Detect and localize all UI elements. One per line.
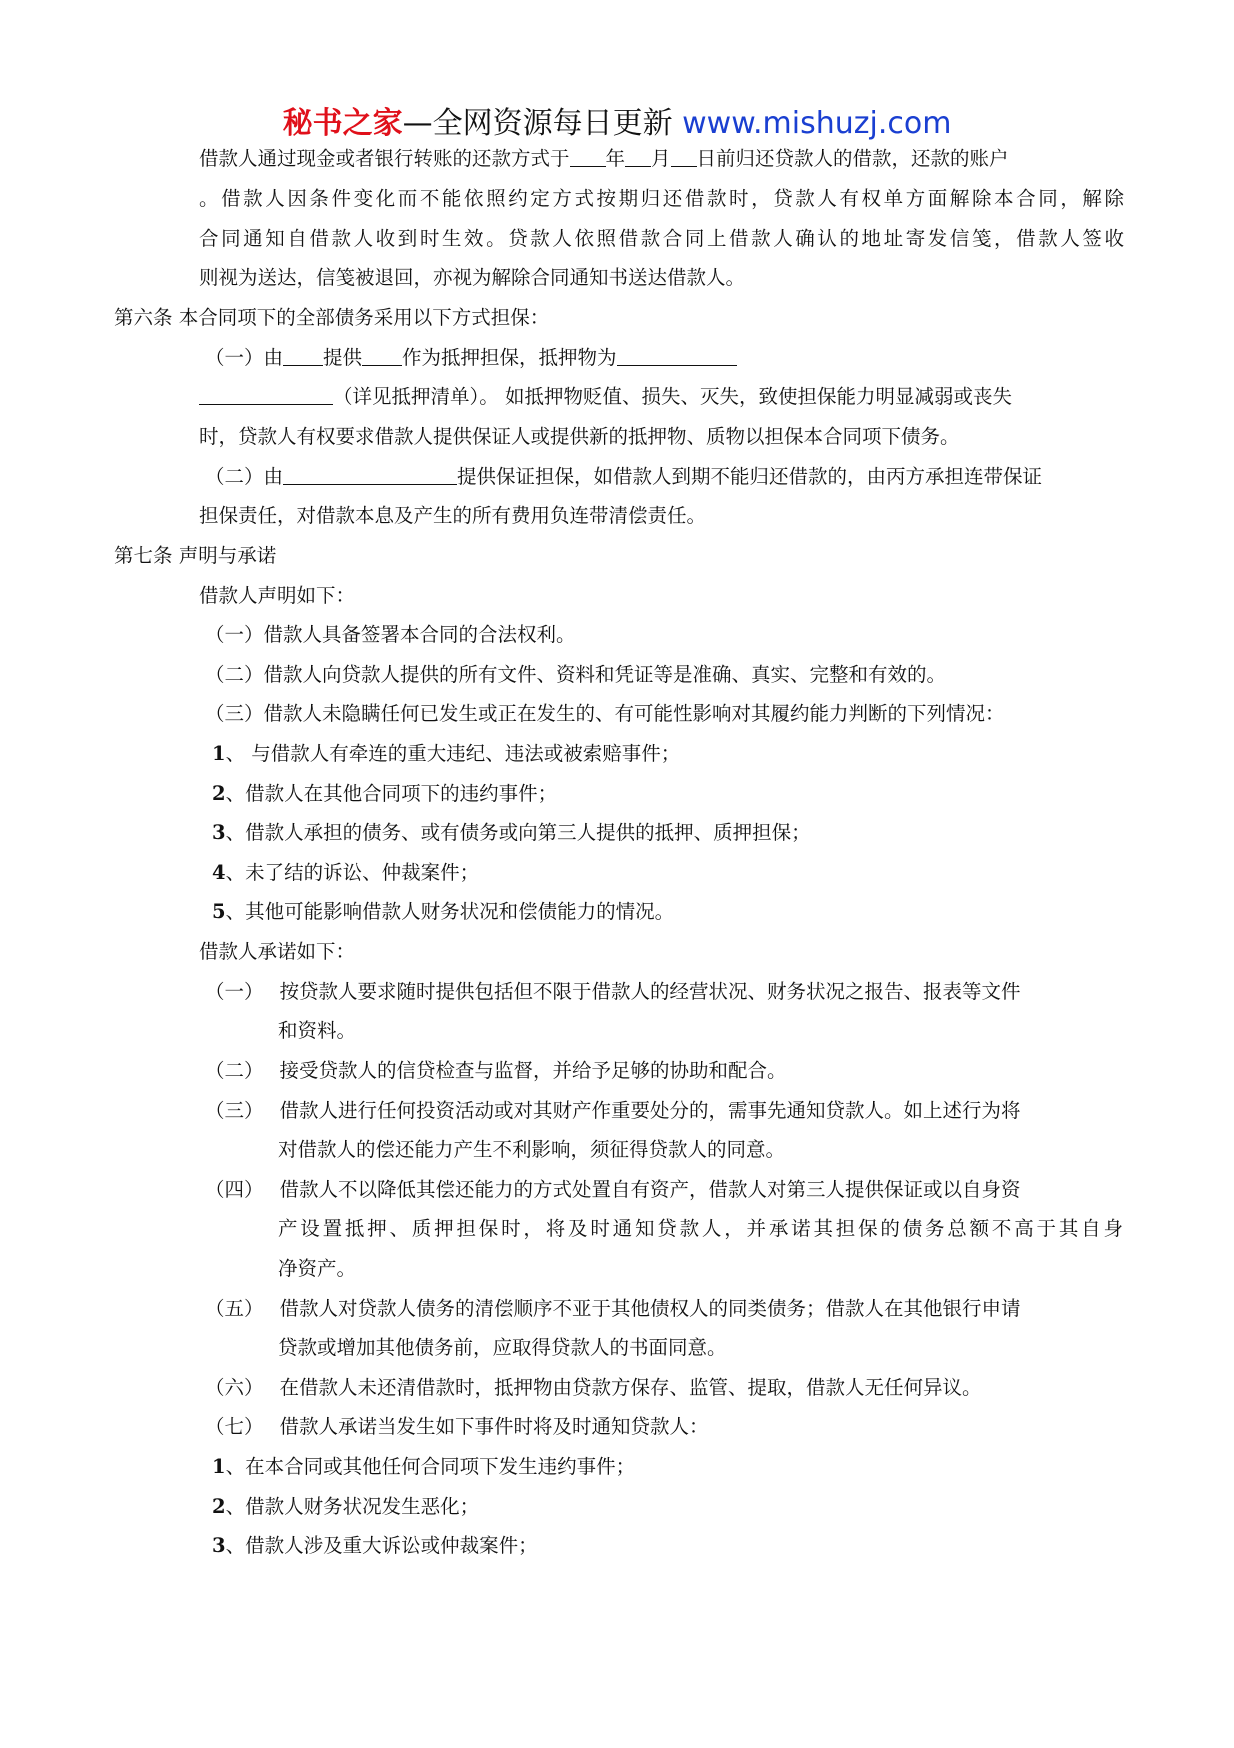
numbered-item: [212, 859, 479, 887]
paragraph-line: [278, 1215, 1123, 1243]
numbered-item: [212, 780, 557, 808]
paragraph-line: 担保责任，对借款本息及产生的所有费用负连带清偿责任。: [199, 504, 707, 527]
text-span: 、借款人财务状况发生恶化；: [225, 1495, 480, 1518]
text-span: 提供: [323, 346, 363, 369]
header-brand: 秘书之家: [282, 106, 403, 141]
article-heading: 第七条 声明与承诺: [114, 544, 277, 567]
text-span: （一）由: [205, 346, 284, 369]
text-span: 提供保证担保，如借款人到期不能归还借款的，由丙方承担连带保证: [457, 465, 1043, 488]
text-span: 借款人不以降低其偿还能力的方式处置自有资产，借款人对第三人提供保证或以自身资: [279, 1178, 1021, 1201]
promise-item: [205, 1374, 982, 1402]
blank-field: [362, 345, 402, 366]
text-span: 日前归还贷款人的借款，还款的账户: [696, 147, 1009, 170]
paragraph-line: （二）借款人向贷款人提供的所有文件、资料和凭证等是准确、真实、完整和有效的。: [205, 663, 947, 686]
item-number: 3: [212, 821, 226, 844]
paragraph-line: （三）借款人未隐瞒任何已发生或正在发生的、有可能性影响对其履约能力判断的下列情况：: [205, 702, 1005, 725]
promise-item: [205, 1295, 1021, 1323]
blank-field: [199, 384, 333, 405]
blank-field: [283, 345, 323, 366]
numbered-item: [212, 740, 680, 768]
item-label: （六）: [205, 1376, 264, 1399]
paragraph-line: 对借款人的偿还能力产生不利影响，须征得贷款人的同意。: [278, 1138, 786, 1161]
numbered-item: [212, 819, 811, 847]
item-number: 4: [212, 861, 226, 884]
text-span: 。借款人因条件变化而不能依照约定方式按期归还借款时，贷款人有权单方面解除本合同，解除: [199, 187, 1124, 210]
paragraph-line: [199, 145, 1009, 173]
item-label: （五）: [205, 1297, 264, 1320]
text-span: 、 与借款人有牵连的重大违纪、违法或被索赔事件；: [225, 742, 681, 765]
text-span: 月: [651, 147, 671, 170]
blank-field: [625, 146, 651, 167]
text-span: 借款人对贷款人债务的清偿顺序不亚于其他债权人的同类债务；借款人在其他银行申请: [279, 1297, 1021, 1320]
item-label: （三）: [205, 1099, 264, 1122]
item-number: 5: [212, 900, 226, 923]
text-span: 按贷款人要求随时提供包括但不限于借款人的经营状况、财务状况之报告、报表等文件: [279, 980, 1021, 1003]
text-span: 、借款人在其他合同项下的违约事件；: [225, 782, 558, 805]
paragraph-line: 借款人承诺如下：: [199, 940, 356, 963]
numbered-item: [212, 1453, 635, 1481]
text-span: （详见抵押清单）。 如抵押物贬值、损失、灭失，致使担保能力明显减弱或丧失: [333, 385, 1012, 408]
text-span: 年: [605, 147, 626, 170]
paragraph-line: 贷款或增加其他债务前，应取得贷款人的书面同意。: [278, 1336, 727, 1359]
paragraph-line: [205, 463, 1042, 491]
item-number: 1: [212, 742, 226, 765]
text-span: 、借款人承担的债务、或有债务或向第三人提供的抵押、质押担保；: [225, 821, 811, 844]
item-label: （一）: [205, 980, 264, 1003]
promise-item: [205, 1413, 709, 1441]
paragraph-line: [199, 383, 1012, 411]
paragraph-line: 和资料。: [278, 1019, 357, 1042]
text-span: 在借款人未还清借款时，抵押物由贷款方保存、监管、提取，借款人无任何异议。: [279, 1376, 982, 1399]
paragraph-line: 净资产。: [278, 1257, 357, 1280]
blank-field: [671, 146, 697, 167]
header-url-link[interactable]: www.mishuzj.com: [682, 106, 952, 141]
text-span: 合同通知自借款人收到时生效。贷款人依照借款合同上借款人确认的地址寄发信笺，借款人签收: [199, 227, 1124, 250]
text-span: 借款人进行任何投资活动或对其财产作重要处分的，需事先通知贷款人。如上述行为将: [279, 1099, 1021, 1122]
numbered-item: [212, 1532, 538, 1560]
text-span: 、其他可能影响借款人财务状况和偿债能力的情况。: [225, 900, 675, 923]
item-label: （四）: [205, 1178, 264, 1201]
paragraph-line: [205, 344, 737, 372]
blank-field: [617, 345, 737, 366]
item-label: （七）: [205, 1415, 264, 1438]
page-header: [0, 104, 1234, 144]
text-span: 、未了结的诉讼、仲裁案件；: [225, 861, 480, 884]
text-span: 借款人承诺当发生如下事件时将及时通知贷款人：: [279, 1415, 709, 1438]
text-span: （二）由: [205, 465, 284, 488]
paragraph-line: 时，贷款人有权要求借款人提供保证人或提供新的抵押物、质物以担保本合同项下债务。: [199, 425, 960, 448]
promise-item: [205, 1176, 1021, 1204]
paragraph-line: 借款人声明如下：: [199, 584, 356, 607]
item-number: 2: [212, 1495, 226, 1518]
promise-item: [205, 1097, 1021, 1125]
text-span: 接受贷款人的信贷检查与监督，并给予足够的协助和配合。: [279, 1059, 787, 1082]
item-label: （二）: [205, 1059, 264, 1082]
promise-item: [205, 978, 1021, 1006]
header-tagline: —全网资源每日更新: [402, 106, 683, 141]
text-span: 产设置抵押、质押担保时，将及时通知贷款人，并承诺其担保的债务总额不高于其自身: [278, 1217, 1123, 1240]
blank-field: [570, 146, 606, 167]
article-heading: 第六条 本合同项下的全部债务采用以下方式担保：: [114, 306, 550, 329]
item-number: 1: [212, 1455, 226, 1478]
paragraph-line: [199, 225, 1124, 253]
text-span: 、借款人涉及重大诉讼或仲裁案件；: [225, 1534, 538, 1557]
numbered-item: [212, 1493, 479, 1521]
promise-item: [205, 1057, 787, 1085]
item-number: 3: [212, 1534, 226, 1557]
paragraph-line: （一）借款人具备签署本合同的合法权利。: [205, 623, 576, 646]
text-span: 、在本合同或其他任何合同项下发生违约事件；: [225, 1455, 636, 1478]
item-number: 2: [212, 782, 226, 805]
text-span: 借款人通过现金或者银行转账的还款方式于: [199, 147, 570, 170]
blank-field: [283, 464, 457, 485]
numbered-item: [212, 898, 674, 926]
paragraph-line: 则视为送达，信笺被退回，亦视为解除合同通知书送达借款人。: [199, 266, 746, 289]
text-span: 作为抵押担保，抵押物为: [402, 346, 617, 369]
paragraph-line: [199, 185, 1124, 213]
